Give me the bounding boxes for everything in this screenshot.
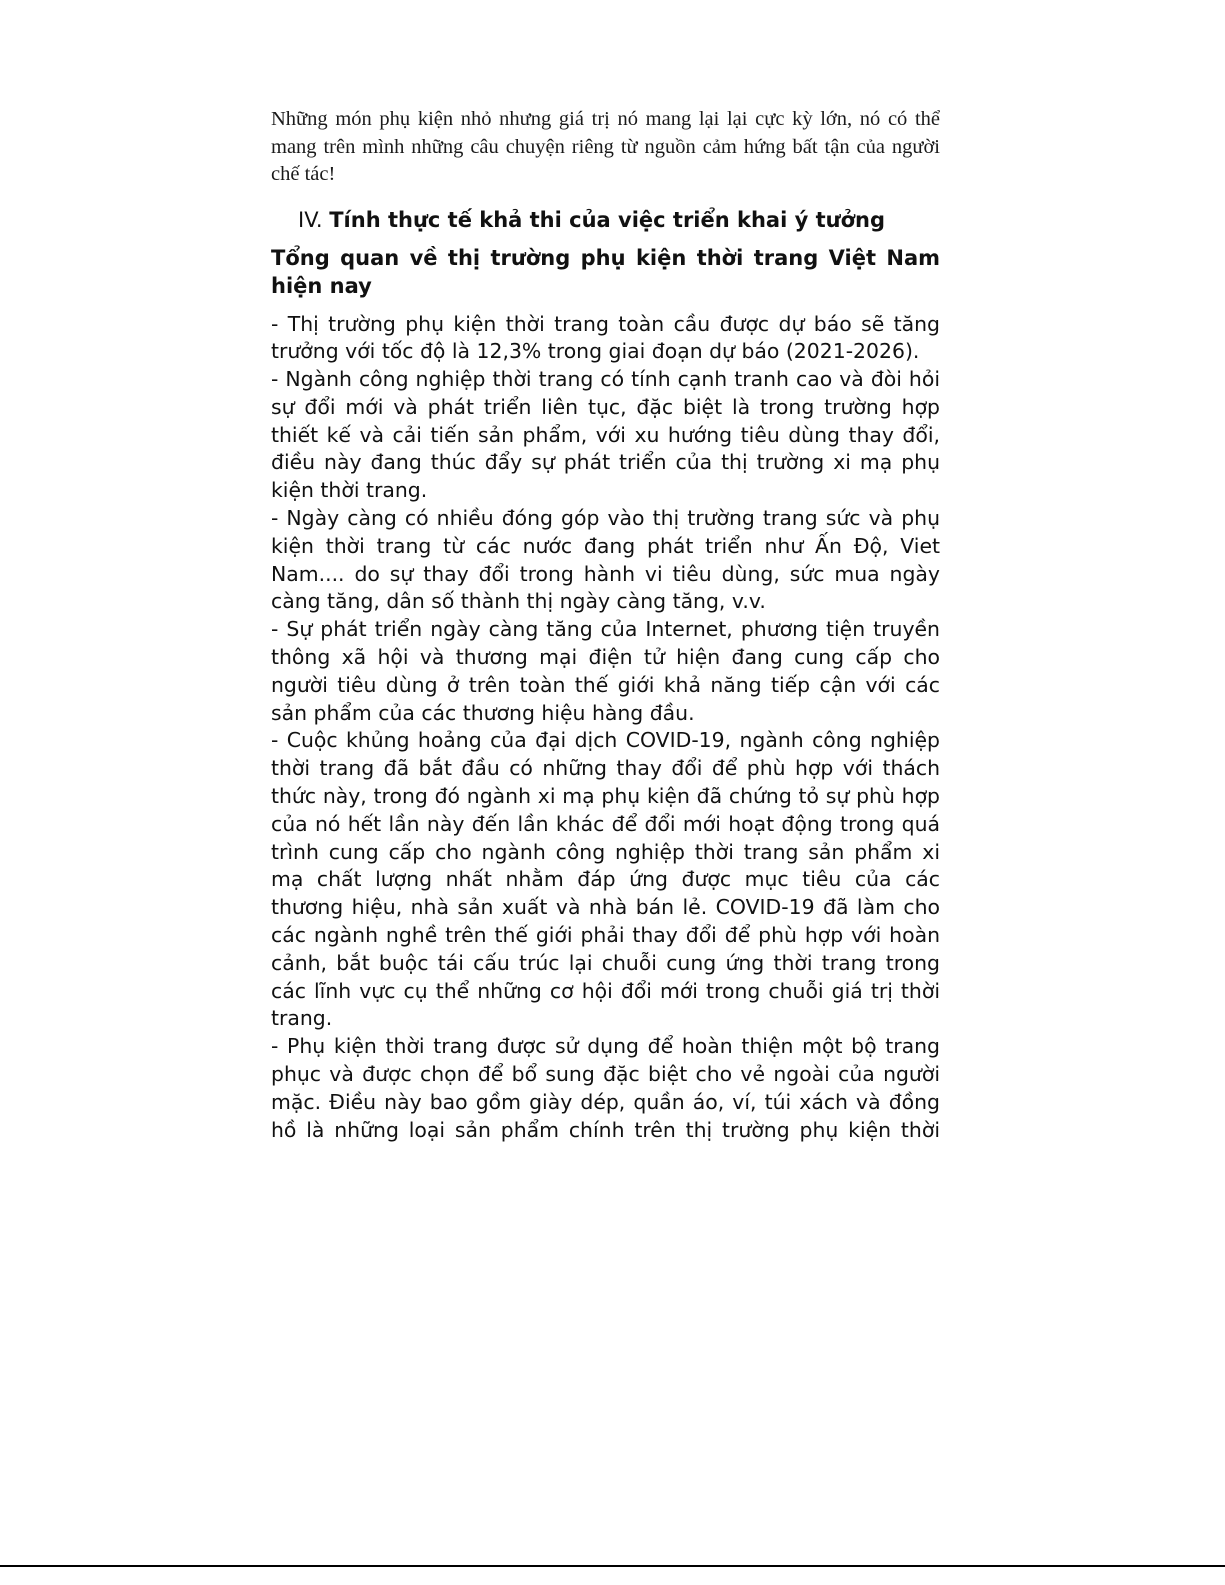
section-heading (298, 206, 940, 234)
section-title: Tính thực tế khả thi của việc triển khai ý tưởng (329, 207, 886, 232)
body-paragraph: - Ngành công nghiệp thời trang có tính cạnh tranh cao và đòi hỏi sự đổi mới và phát triển liên tục, đặc biệt là trong trường hợp thiết kế và cải tiến sản phẩm, với xu hướng tiêu dùng thay đổi, điều này đang thúc đẩy sự phát triển của thị trường xi mạ phụ kiện thời trang. (271, 367, 940, 503)
body-text (271, 311, 940, 1145)
body-paragraph: - Cuộc khủng hoảng của đại dịch COVID-19, ngành công nghiệp thời trang đã bắt đầu có những thay đổi để phù hợp với thách thức này, trong đó ngành xi mạ phụ kiện đã chứng tỏ sự phù hợp của nó hết lần này đến lần khác để đổi mới hoạt động trong quá trình cung cấp cho ngành công nghiệp thời trang sản phẩm xi mạ chất lượng nhất nhằm đáp ứng được mục tiêu của các thương hiệu, nhà sản xuất và nhà bán lẻ. COVID-19 đã làm cho các ngành nghề trên thế giới phải thay đổi để phù hợp với hoàn cảnh, bắt buộc tái cấu trúc lại chuỗi cung ứng thời trang trong các lĩnh vực cụ thể những cơ hội đổi mới trong chuỗi giá trị thời trang. (271, 728, 940, 1031)
intro-paragraph: Những món phụ kiện nhỏ nhưng giá trị nó mang lại lại cực kỳ lớn, nó có thể mang trên mình những câu chuyện riêng từ nguồn cảm hứng bất tận của người chế tác! (271, 108, 940, 185)
document-page (271, 106, 940, 1144)
body-paragraph: - Thị trường phụ kiện thời trang toàn cầu được dự báo sẽ tăng trưởng với tốc độ là 12,3% trong giai đoạn dự báo (2021-2026). (271, 311, 940, 364)
page-bottom-rule (0, 1565, 1225, 1567)
body-paragraph: - Phụ kiện thời trang được sử dụng để hoàn thiện một bộ trang phục và được chọn để bổ sung đặc biệt cho vẻ ngoài của người mặc. Điều này bao gồm giày dép, quần áo, ví, túi xách và đồng hồ là những loại sản phẩm chính trên thị trường phụ kiện thời (271, 1034, 940, 1142)
body-paragraph: - Ngày càng có nhiều đóng góp vào thị trường trang sức và phụ kiện thời trang từ các nước đang phát triển như Ấn Độ, Viet Nam.... do sự thay đổi trong hành vi tiêu dùng, sức mua ngày càng tăng, dân số thành thị ngày càng tăng, v.v. (271, 506, 940, 614)
sub-heading: Tổng quan về thị trường phụ kiện thời trang Việt Nam hiện nay (271, 245, 940, 298)
body-paragraph: - Sự phát triển ngày càng tăng của Internet, phương tiện truyền thông xã hội và thương mại điện tử hiện đang cung cấp cho người tiêu dùng ở trên toàn thế giới khả năng tiếp cận với các sản phẩm của các thương hiệu hàng đầu. (271, 617, 940, 725)
section-numeral: IV. (298, 207, 323, 232)
